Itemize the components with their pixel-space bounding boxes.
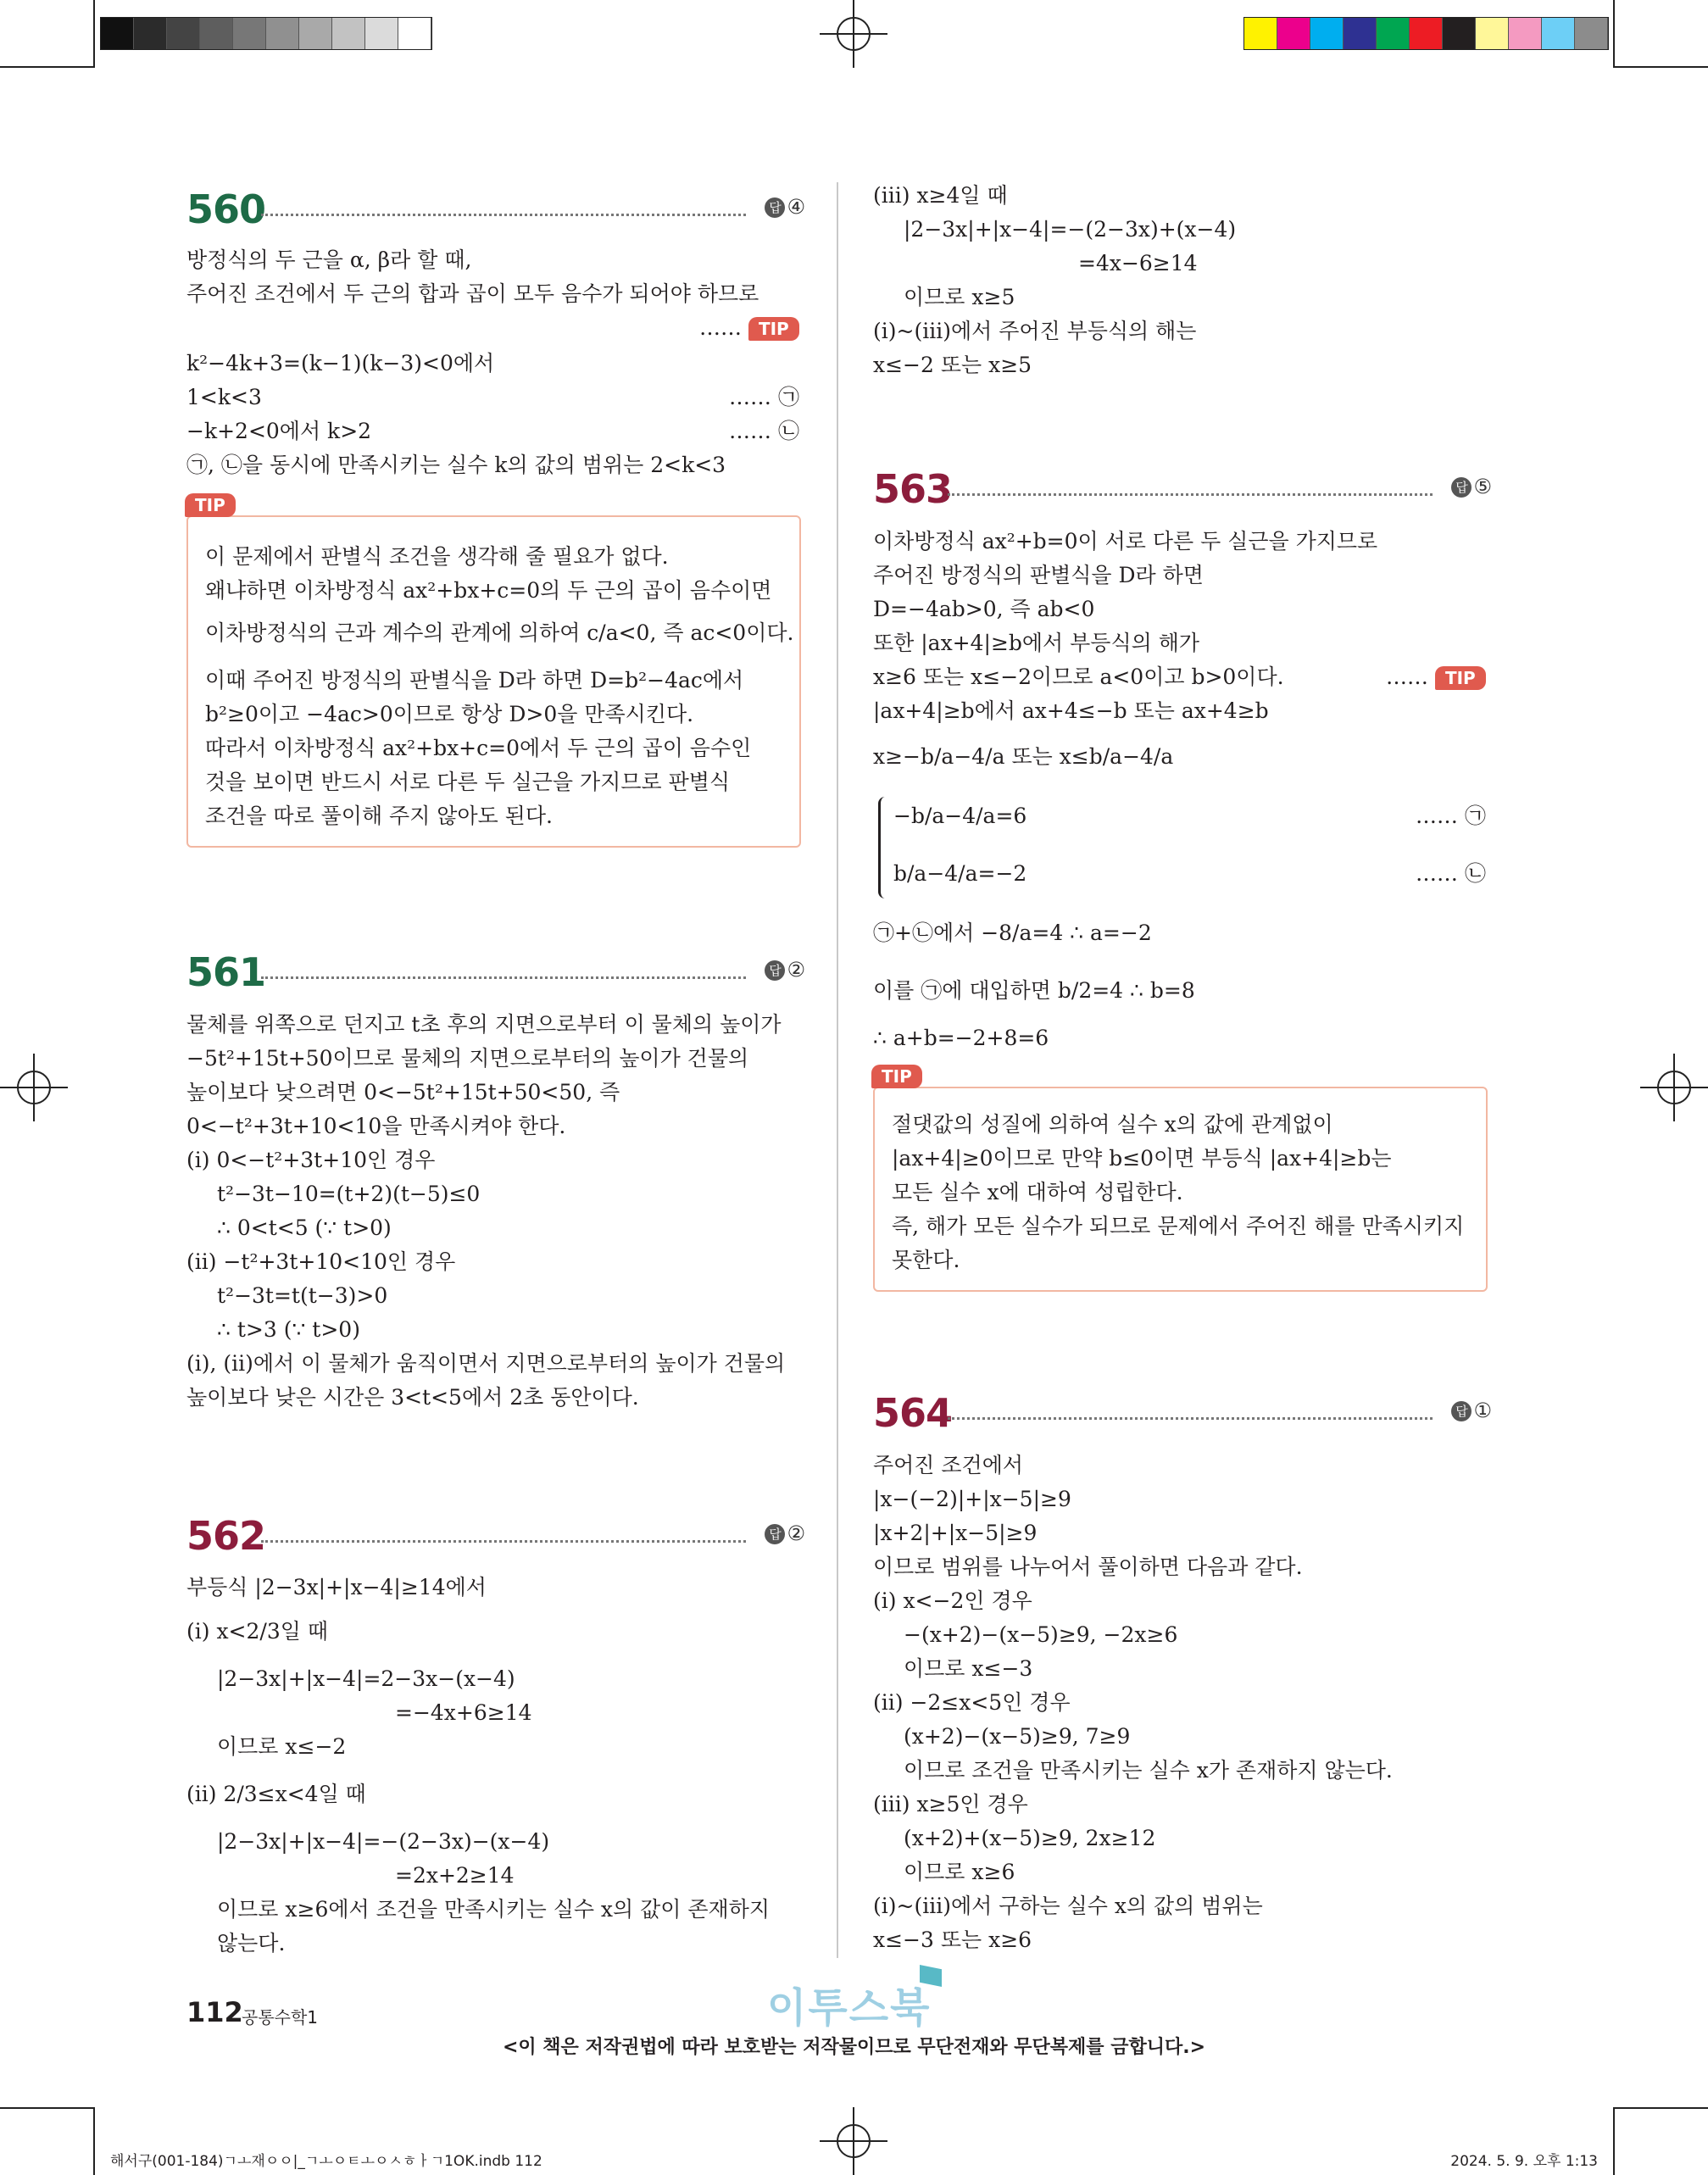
solution-line: 물체를 위쪽으로 던지고 t초 후의 지면으로부터 이 물체의 높이가	[186, 1012, 782, 1037]
answer-mark-icon: 답	[765, 197, 785, 218]
solution-line: t²−3t−10=(t+2)(t−5)≤0	[217, 1182, 481, 1206]
crop-mark	[1615, 2107, 1708, 2109]
tip-line: 이때 주어진 방정식의 판별식을 D라 하면 D=b²−4ac에서	[205, 668, 744, 693]
note-dots: ……	[699, 315, 742, 340]
tip-box	[873, 1066, 1488, 1292]
registration-mark	[1673, 1054, 1675, 1121]
print-slug-file: 해서구(001-184)ㄱㅗ재ㅇㅇ|_ㄱㅗㅇㅌㅗㅇㅅㅎㅏㄱ1OK.indb 112	[110, 2153, 542, 2170]
color-swatch	[1542, 18, 1575, 49]
column-divider	[837, 182, 838, 1958]
tip-tag: TIP	[871, 1065, 922, 1088]
dotted-leader	[261, 214, 746, 216]
solution-line: 0<−t²+3t+10<10을 만족시켜야 한다.	[186, 1114, 566, 1138]
solution-line: (ⅲ) x≥4일 때	[873, 183, 1008, 208]
solution-line: (x+2)−(x−5)≥9, 7≥9	[904, 1724, 1131, 1749]
solution-line: 주어진 조건에서 두 근의 합과 곱이 모두 음수가 되어야 하므로	[186, 281, 759, 306]
solution-line: x≥6 또는 x≤−2이므로 a<0이고 b>0이다.	[873, 665, 1284, 689]
solution-line: (ⅰ), (ⅱ)에서 이 물체가 움직이면서 지면으로부터의 높이가 건물의	[186, 1351, 786, 1376]
registration-mark	[33, 1054, 35, 1121]
solution-line: ∴ 0<t<5 (∵ t>0)	[217, 1215, 392, 1240]
color-swatch	[200, 18, 233, 49]
solution-line: |2−3x|+|x−4|=−(2−3x)−(x−4)	[217, 1829, 550, 1854]
solution-line: 이차방정식 ax²+b=0이 서로 다른 두 실근을 가지므로	[873, 529, 1378, 553]
answer-mark-icon: 답	[765, 960, 785, 981]
answer-mark-icon: 답	[765, 1524, 785, 1544]
solution-line: ㉠, ㉡을 동시에 만족시키는 실수 k의 값의 범위는 2<k<3	[186, 453, 726, 477]
copyright-notice: <이 책은 저작권법에 따라 보호받는 저작물이므로 무단전재와 무단복제를 금합니다.>	[502, 2037, 1206, 2058]
solution-line: (ⅱ) −t²+3t+10<10인 경우	[186, 1249, 456, 1274]
solution-line: (ⅱ) 2/3≤x<4일 때	[186, 1782, 366, 1806]
solution-line: 또한 |ax+4|≥b에서 부등식의 해가	[873, 631, 1199, 655]
color-swatch	[299, 18, 332, 49]
solution-line: x≤−3 또는 x≥6	[873, 1927, 1032, 1952]
color-swatch	[1310, 18, 1344, 49]
solution-line: ∴ t>3 (∵ t>0)	[217, 1317, 360, 1342]
tip-line: 즉, 해가 모든 실수가 되므로 문제에서 주어진 해를 만족시키지	[892, 1214, 1465, 1238]
tip-line: 못한다.	[892, 1248, 960, 1272]
tip-line: 이차방정식의 근과 계수의 관계에 의하여 c/a<0, 즉 ac<0이다.	[205, 620, 794, 645]
solution-line: b/a−4/a=−2	[893, 861, 1027, 886]
problem-number: 564	[873, 1390, 953, 1436]
tip-tag: TIP	[1435, 666, 1486, 690]
tip-tag: TIP	[748, 317, 799, 341]
color-swatch	[266, 18, 299, 49]
tip-reference	[1386, 665, 1486, 690]
answer-label	[1451, 475, 1492, 498]
problem-number: 561	[186, 949, 266, 995]
equation-label: …… ㉡	[1416, 861, 1486, 886]
equation-label: …… ㉡	[729, 419, 799, 443]
solution-line: 주어진 조건에서	[873, 1453, 1023, 1477]
solution-line: x≤−2 또는 x≥5	[873, 353, 1032, 377]
color-swatch	[101, 18, 134, 49]
print-slug-date: 2024. 5. 9. 오후 1:13	[1450, 2153, 1598, 2170]
color-swatch	[1509, 18, 1542, 49]
solution-line: (ⅱ) −2≤x<5인 경우	[873, 1690, 1071, 1715]
tip-line: 모든 실수 x에 대하여 성립한다.	[892, 1180, 1183, 1204]
tip-line: 조건을 따로 풀이해 주지 않아도 된다.	[205, 804, 553, 828]
solution-line: −k+2<0에서 k>2	[186, 419, 372, 443]
color-swatch	[398, 18, 431, 49]
problem-number: 560	[186, 186, 266, 232]
solution-line: (ⅰ)~(ⅲ)에서 주어진 부등식의 해는	[873, 319, 1197, 343]
color-swatch	[1476, 18, 1509, 49]
grayscale-color-bar	[100, 17, 432, 50]
answer-label	[765, 195, 805, 219]
solution-line: t²−3t=t(t−3)>0	[217, 1283, 388, 1308]
color-swatch	[134, 18, 167, 49]
tip-tag: TIP	[185, 493, 236, 517]
color-swatch	[1244, 18, 1277, 49]
crop-mark	[1615, 66, 1708, 68]
answer-value: ②	[787, 1521, 805, 1545]
color-swatch	[233, 18, 266, 49]
problem-number: 562	[186, 1513, 266, 1559]
publisher-logo: 이투스북	[767, 1984, 932, 2032]
equation-label: …… ㉠	[1416, 804, 1486, 828]
color-swatch	[167, 18, 200, 49]
color-swatch	[1443, 18, 1476, 49]
tip-line: 이 문제에서 판별식 조건을 생각해 줄 필요가 없다.	[205, 544, 669, 569]
solution-line: ㉠+㉡에서 −8/a=4 ∴ a=−2	[873, 921, 1152, 945]
answer-mark-icon: 답	[1451, 477, 1472, 498]
tip-box	[186, 495, 801, 848]
solution-line: 방정식의 두 근을 α, β라 할 때,	[186, 248, 472, 272]
problem-562-header	[186, 1513, 805, 1564]
solution-line: (ⅰ) 0<−t²+3t+10인 경우	[186, 1148, 436, 1172]
solution-line: 이므로 범위를 나누어서 풀이하면 다음과 같다.	[873, 1555, 1303, 1579]
crop-mark	[1613, 2107, 1615, 2175]
system-brace	[878, 797, 893, 898]
solution-line: D=−4ab>0, 즉 ab<0	[873, 597, 1095, 621]
solution-line: 이므로 x≤−2	[217, 1734, 347, 1759]
dotted-leader	[948, 1417, 1433, 1420]
dotted-leader	[261, 1540, 746, 1543]
solution-line: 이므로 조건을 만족시키는 실수 x가 존재하지 않는다.	[904, 1758, 1393, 1783]
solution-line: |2−3x|+|x−4|=2−3x−(x−4)	[217, 1666, 515, 1691]
registration-mark	[853, 0, 854, 68]
solution-line: (ⅰ) x<−2인 경우	[873, 1588, 1032, 1613]
crop-mark	[0, 66, 93, 68]
solution-line: −(x+2)−(x−5)≥9, −2x≥6	[904, 1622, 1178, 1647]
page-number: 112	[186, 1996, 243, 2028]
answer-value: ④	[787, 195, 805, 219]
tip-line: |ax+4|≥0이므로 만약 b≤0이면 부등식 |ax+4|≥b는	[892, 1146, 1392, 1171]
solution-line: k²−4k+3=(k−1)(k−3)<0에서	[186, 351, 495, 375]
color-swatch	[1377, 18, 1410, 49]
solution-line: |x−(−2)|+|x−5|≥9	[873, 1487, 1071, 1511]
color-swatch	[1575, 18, 1608, 49]
solution-line: x≥−b/a−4/a 또는 x≤b/a−4/a	[873, 744, 1174, 769]
crop-mark	[1613, 0, 1615, 68]
crop-mark	[93, 0, 95, 68]
answer-value: ②	[787, 958, 805, 982]
solution-line: =2x+2≥14	[395, 1863, 515, 1888]
solution-line: 부등식 |2−3x|+|x−4|≥14에서	[186, 1575, 487, 1599]
solution-line: 이므로 x≤−3	[904, 1656, 1033, 1681]
solution-line: (x+2)+(x−5)≥9, 2x≥12	[904, 1826, 1156, 1850]
solution-line: =−4x+6≥14	[395, 1700, 532, 1725]
answer-label	[1451, 1399, 1492, 1422]
solution-line: 이므로 x≥5	[904, 285, 1015, 309]
color-swatch	[1344, 18, 1377, 49]
problem-561-header	[186, 949, 805, 1000]
solution-line: 1<k<3	[186, 385, 262, 409]
solution-line: −b/a−4/a=6	[893, 804, 1027, 828]
solution-line: |ax+4|≥b에서 ax+4≤−b 또는 ax+4≥b	[873, 698, 1269, 723]
solution-line: (ⅰ)~(ⅲ)에서 구하는 실수 x의 값의 범위는	[873, 1894, 1263, 1918]
color-swatch	[1277, 18, 1310, 49]
tip-line: 따라서 이차방정식 ax²+bx+c=0에서 두 근의 곱이 음수인	[205, 736, 752, 760]
answer-mark-icon: 답	[1451, 1401, 1472, 1421]
note-dots: ……	[1386, 665, 1428, 689]
tip-line: 왜냐하면 이차방정식 ax²+bx+c=0의 두 근의 곱이 음수이면	[205, 578, 772, 603]
problem-564-header	[873, 1390, 1492, 1441]
solution-line: 이므로 x≥6	[904, 1860, 1015, 1884]
solution-line: 주어진 방정식의 판별식을 D라 하면	[873, 563, 1204, 587]
solution-line: 않는다.	[217, 1931, 286, 1955]
equation-label: …… ㉠	[729, 385, 799, 409]
solution-line: 이므로 x≥6에서 조건을 만족시키는 실수 x의 값이 존재하지	[217, 1897, 770, 1922]
dotted-leader	[948, 493, 1433, 496]
crop-mark	[93, 2107, 95, 2175]
problem-number: 563	[873, 466, 953, 512]
answer-value: ①	[1473, 1399, 1492, 1422]
dotted-leader	[261, 976, 746, 979]
answer-label	[765, 958, 805, 982]
color-swatch	[332, 18, 365, 49]
tip-line: 절댓값의 성질에 의하여 실수 x의 값에 관계없이	[892, 1112, 1333, 1137]
tip-line: b²≥0이고 −4ac>0이므로 항상 D>0을 만족시킨다.	[205, 702, 694, 726]
crop-mark	[0, 2107, 93, 2109]
problem-560-header	[186, 186, 805, 237]
tip-reference	[699, 315, 799, 341]
registration-mark	[853, 2107, 854, 2175]
tip-line: 것을 보이면 반드시 서로 다른 두 실근을 가지므로 판별식	[205, 770, 731, 794]
solution-line: −5t²+15t+50이므로 물체의 지면으로부터의 높이가 건물의	[186, 1046, 749, 1071]
solution-line: 높이보다 낮은 시간은 3<t<5에서 2초 동안이다.	[186, 1385, 639, 1410]
problem-563-header	[873, 466, 1492, 517]
subject-label: 공통수학1	[242, 2007, 319, 2028]
color-swatch	[365, 18, 398, 49]
solution-line: =4x−6≥14	[1078, 251, 1198, 275]
solution-line: |2−3x|+|x−4|=−(2−3x)+(x−4)	[904, 217, 1237, 242]
solution-line: ∴ a+b=−2+8=6	[873, 1026, 1049, 1050]
solution-line: (ⅰ) x<2/3일 때	[186, 1619, 328, 1644]
solution-line: 이를 ㉠에 대입하면 b/2=4 ∴ b=8	[873, 978, 1195, 1003]
answer-label	[765, 1521, 805, 1545]
solution-line: |x+2|+|x−5|≥9	[873, 1521, 1038, 1545]
process-color-bar	[1243, 17, 1609, 50]
answer-value: ⑤	[1473, 475, 1492, 498]
solution-line: 높이보다 낮으려면 0<−5t²+15t+50<50, 즉	[186, 1080, 620, 1104]
solution-line: (ⅲ) x≥5인 경우	[873, 1792, 1028, 1816]
color-swatch	[1410, 18, 1443, 49]
